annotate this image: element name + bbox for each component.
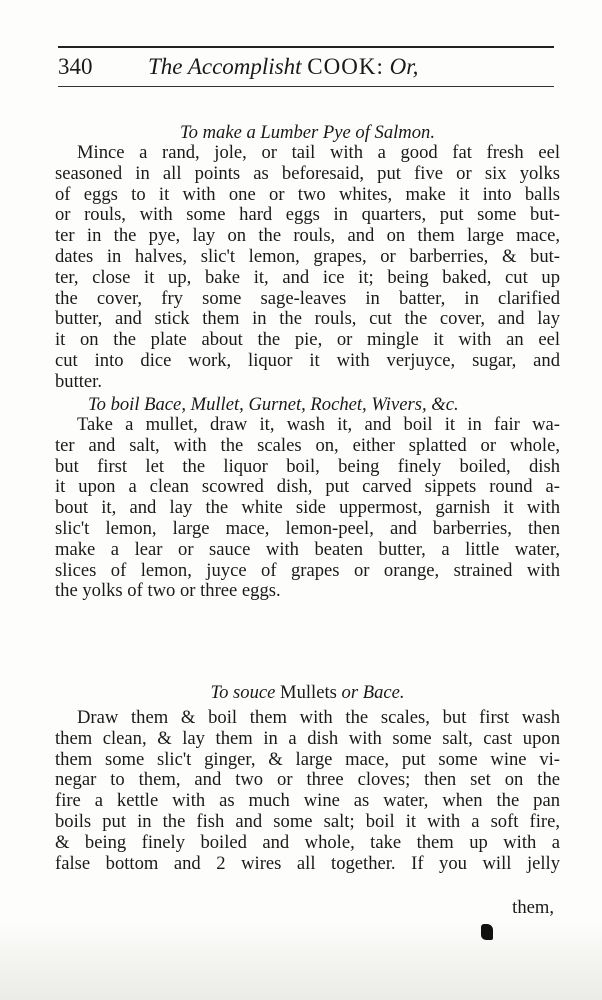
heading-tail: or Bace.	[341, 682, 405, 703]
recipe-heading-souce-mullets	[55, 682, 560, 704]
text-line: Take a mullet, draw it, wash it, and boil it in fair wa-	[77, 414, 560, 435]
text-line: it upon a clean scowred dish, put carved sippets round a-	[55, 476, 560, 498]
text-line: of eggs to it with one or two whites, make it into balls	[55, 183, 560, 205]
header-rule-bottom	[58, 86, 554, 87]
text-line: them some slic't ginger, & large mace, put some wine vi-	[55, 748, 560, 770]
text-line: ter, close it up, bake it, and ice it; being baked, cut up	[55, 266, 560, 288]
text-line: Mince a rand, jole, or tail with a good fat fresh eel	[77, 142, 560, 163]
text-line: butter, and stick them in the rouls, cut the cover, and lay	[55, 308, 560, 330]
scan-shadow	[0, 920, 602, 1000]
text-line: cut into dice work, liquor it with verjuyce, sugar, and	[55, 349, 560, 371]
text-line: seasoned in all points as beforesaid, put five or six yolks	[55, 162, 560, 184]
running-title-caps: COOK:	[307, 54, 384, 79]
recipe-body-souce-mullets	[55, 708, 560, 874]
text-line: & being finely boiled and whole, take them up with a	[55, 831, 560, 853]
text-line: slic't lemon, large mace, lemon-peel, and barberries, then	[55, 517, 560, 539]
text-line: them clean, & lay them in a dish with some salt, cast upon	[55, 727, 560, 749]
running-title	[148, 54, 418, 80]
text-line: or rouls, with some hard eggs in quarters, put some but-	[55, 204, 560, 226]
recipe-heading-boil-bace: To boil Bace, Mullet, Gurnet, Rochet, Wivers, &c.	[88, 394, 459, 415]
text-line: fire a kettle with as much wine as water, when the pan	[55, 790, 560, 812]
heading-upright: Mullets	[280, 682, 337, 703]
running-title-tail: Or,	[389, 54, 419, 79]
text-line: Draw them & boil them with the scales, but first wash	[77, 707, 560, 728]
text-line: slices of lemon, juyce of grapes or orange, strained with	[55, 559, 560, 581]
header-rule-top	[58, 46, 554, 48]
recipe-body-lumber-pye	[55, 143, 560, 393]
text-line: dates in halves, slic't lemon, grapes, or barberries, & but-	[55, 245, 560, 267]
recipe-heading-lumber-pye: To make a Lumber Pye of Salmon.	[180, 122, 435, 143]
recipe-body-boil-bace	[55, 415, 560, 602]
text-line: butter.	[55, 370, 102, 392]
text-line: negar to them, and two or three cloves; then set on the	[55, 769, 560, 791]
heading-italic: To souce	[210, 682, 276, 703]
ink-blot-mark	[481, 924, 493, 940]
text-line: make a lear or sauce with beaten butter, a little water,	[55, 538, 560, 560]
text-line: the cover, fry some sage-leaves in batter, in clarified	[55, 287, 560, 309]
text-line: ter and salt, with the scales on, either splatted or whole,	[55, 434, 560, 456]
text-line: ter in the pye, lay on the rouls, and on them large mace,	[55, 225, 560, 247]
text-line: the yolks of two or three eggs.	[55, 580, 281, 602]
page-number: 340	[58, 54, 93, 79]
text-line: false bottom and 2 wires all together. If you will jelly	[55, 852, 560, 874]
text-line: it on the plate about the pie, or mingle it with an eel	[55, 329, 560, 351]
running-title-italic: The Accomplisht	[148, 54, 302, 79]
running-header	[58, 54, 554, 84]
text-line: but first let the liquor boil, being finely boiled, dish	[55, 455, 560, 477]
text-line: bout it, and lay the white side uppermost, garnish it with	[55, 497, 560, 519]
catchword: them,	[512, 897, 554, 918]
text-line: boils put in the fish and some salt; boil it with a soft fire,	[55, 810, 560, 832]
